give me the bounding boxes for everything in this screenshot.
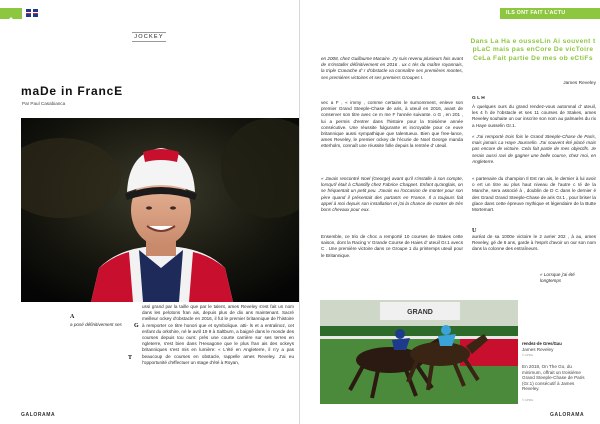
caption-credit: © APRH: [522, 353, 534, 357]
footer-right: GALORAMA: [550, 412, 585, 418]
caption-title: rendez-de Gres/Gau: [522, 341, 562, 346]
pull-quote-author: James Reveley: [563, 81, 596, 86]
home-tab[interactable]: [0, 8, 22, 19]
footer-left: GALORAMA: [21, 412, 56, 418]
col3-body-c: auréat de sa 1000e victoire le 2 avrier 202 , à au, ames Reveley, gé de 6 ans, garde à l'esprit d'avoir un our son nom dans la colonne des entraîneurs.: [472, 234, 596, 252]
grandstand-sign: GRAND: [407, 309, 433, 316]
col3-body-a: À quelques ours du grand rendez-vous automnal d' uteuil, les 4 h de l'obstacle et ses 11 courses de Stakes, ames Reveley souhaite un our inscrire son nom au palmarès du rix a Haye ousselin Gr.1.: [472, 104, 596, 128]
dropcap-g: G: [134, 323, 139, 329]
home-icon: [8, 10, 14, 16]
uk-flag-icon[interactable]: [26, 9, 38, 17]
byline: Par Paul Casabianca: [22, 101, 66, 106]
col2-body-a: en 2008, chez Guillaume Macaire. J'y suis revenu plusieurs fois avant de m'installer définitivement en 2016 . ux c tés du maître royannais, la triple Cravache d' r d'obstacle va connaître ses premières montes, ses premières victoires et ses premiers Groupes I.: [321, 56, 463, 80]
col1-body: ussi grand par la taille que par le talent, ames Reveley s'est fait un nom dans les pelotons fran ais, depuis plus de dix ans maintenant. Sacré meilleur ockey d'obstacle en 2016, il fut le premier britannique de l'histoire à remporter ce titre honori que et symbolique. atti- ls et a entralinoz, cet enfant du orkshire, né le avril 19 9 à Saltburn, a baigné dans le monde des courses depuis tou ours: près une courte carrière sur ses terres en ngleterre, s'est bien dans l'Hexagone que le plus fran ais des ockeys britanniques s'est mis en lumière: « L'été en Angleterre, il n'y a pas beaucoup de courses en obstacle, rappelle ames Reveley. J'ai eu l'opportunité d'effectuer un stage d'été à Royan,: [142, 304, 294, 365]
col3-lead: G L H: [472, 96, 485, 101]
dropcap-t: T: [128, 355, 133, 361]
col3-body-b: « partenaire du champion Il Est ran ais, le dernier à lui avoir o ert un titre au plus haut niveau de l'autre c té de la Manche, sera associé à , doublin de D C dans le dernier é des Grand Grand Steeple-Chase de aris Gr.1 , pour briser la glace dans cette épreuve mythique et légendaire de la Butte Mortemart.: [472, 176, 596, 213]
dropcap-u: U: [472, 228, 477, 234]
caption-name: James Reveley: [522, 347, 554, 352]
col3-italic: « J'ai remporté trois fois le Grand Steeple-Chase de Paris, mais jamais La Haye Jousselin. J'ai souvent été placé mais pas encore de victoire. Cela fait partie de mes objectifs. Je serais aussi ravi de gagner une belle course, chez moi, en Angleterre.: [472, 134, 596, 164]
rubric-label: JOCKEY: [132, 32, 166, 42]
page-gutter: [299, 0, 300, 424]
caption-credit-2: © APRH: [522, 398, 534, 402]
intro-italic: a posé définitivement ses: [70, 322, 122, 327]
section-tab: ILS ONT FAIT L'ACTU: [500, 8, 600, 19]
article-title: maDe in FrancE: [21, 84, 123, 98]
col2-body-c: Ensemble, ce trio de choc a remporté 10 courses de Stakes cette saison, dont la Racing V Grande Course de Haies d' uteuil Gr.1 avecs C . Une première victoire dans ce Groupe 1 du printemps uteuil pour le Britannique.: [321, 234, 463, 258]
jockey-portrait-photo: [21, 118, 299, 302]
caption-text: En 2018, On The Go, du minimum, offrait un troisième Grand Steeple-Chase de Paris (Gr.1) consécutif à James Reveley.: [522, 364, 585, 392]
pull-quote: Dans La Ha e ousseLin Ai souvent t pLaC mais pas enCore De vicToire CeLa Fait partie De mes ob eCtiFs: [470, 38, 596, 62]
col3-italic-2: « Lorsque j'ai été longtemps: [540, 272, 575, 284]
col2-body-b: vec a F , « immy , comme certains le surnomment, enleve son premier Grand Steeple-Chase de aris, à uteuil en 2016, avant de conserver son titre avec ce m me F l'année suivante. o G , en 201 , lui a permis d'entrer dans l'histoire pour la troisième année consécutive. Une réussite fulgurante et incroyable pour ce euve britannique aussi sympathique que talentueux. Bien que free-lance, ames Reveley, le premier ockey de l'écurie de Noel George manda etterholm, connaît une réussite folle depuis la rentrée d' uteuil.: [321, 100, 463, 149]
race-photo: [320, 300, 518, 404]
dropcap-a: A: [70, 314, 75, 320]
col2-italic: « Javais rencontré Noel (George) avant qu'il s'installe à son compte, lorsqu'il était à Chantilly chez Fabrice Chappet. Enfant qu'anglais, on se fréquentait un petit peu. J'avais eu l'occasion de monter pour son père quand il présentait des partants en France. Il a toujours fait appel à moi depuis son installation et j'ai la chance de monter de très bons chevaux pour eux.: [321, 176, 463, 213]
